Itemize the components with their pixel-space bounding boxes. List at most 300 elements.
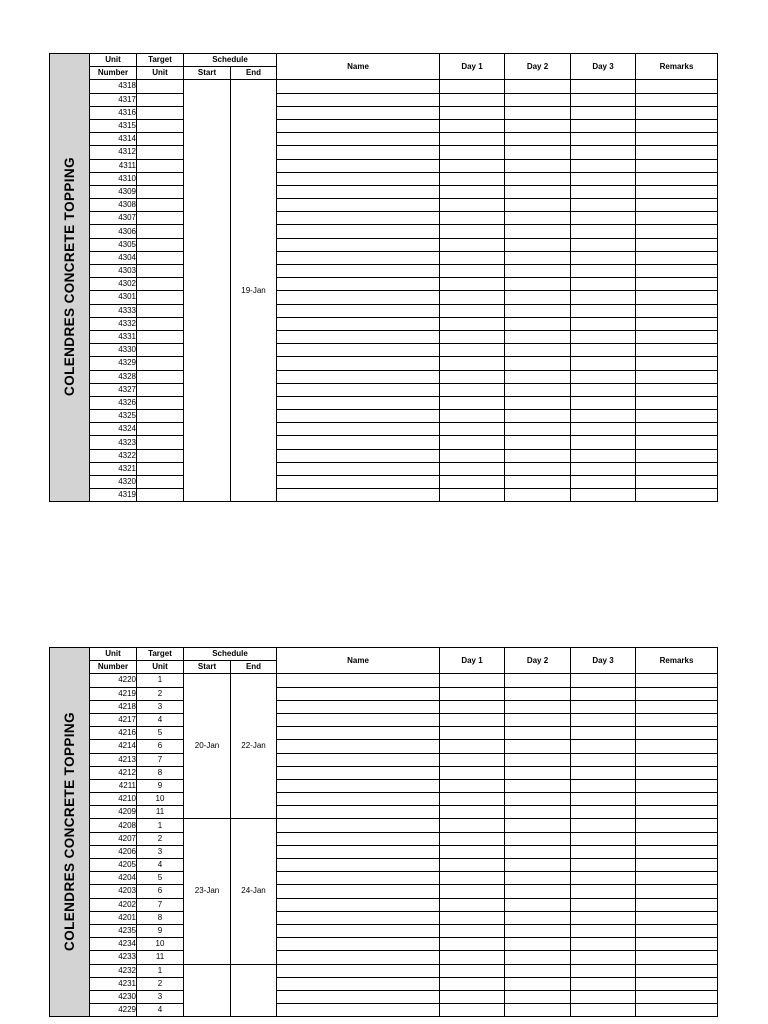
day2-cell xyxy=(505,832,571,845)
day2-cell xyxy=(505,396,571,409)
day1-cell xyxy=(440,806,505,819)
unit-number-cell: 4213 xyxy=(90,753,137,766)
name-cell xyxy=(277,845,440,858)
day1-cell xyxy=(440,476,505,489)
table-row xyxy=(50,330,718,343)
name-cell xyxy=(277,410,440,423)
target-unit-cell xyxy=(137,423,184,436)
day1-cell xyxy=(440,146,505,159)
table-row xyxy=(50,106,718,119)
target-unit-cell: 8 xyxy=(137,911,184,924)
target-unit-cell xyxy=(137,489,184,502)
table-row xyxy=(50,251,718,264)
day1-cell xyxy=(440,674,505,687)
name-cell xyxy=(277,885,440,898)
target-unit-cell: 2 xyxy=(137,832,184,845)
remarks-cell xyxy=(636,251,718,264)
day3-cell xyxy=(571,938,636,951)
table-row xyxy=(50,964,718,977)
vertical-title-cell xyxy=(50,648,90,1017)
day1-cell xyxy=(440,106,505,119)
target-unit-header-line1: Target xyxy=(137,648,184,661)
remarks-cell xyxy=(636,199,718,212)
unit-number-header-line2: Number xyxy=(90,661,137,674)
remarks-cell xyxy=(636,753,718,766)
table-row xyxy=(50,436,718,449)
table-row xyxy=(50,476,718,489)
table-row xyxy=(50,832,718,845)
name-cell xyxy=(277,753,440,766)
name-cell xyxy=(277,1004,440,1017)
name-cell xyxy=(277,133,440,146)
day1-cell xyxy=(440,317,505,330)
table-row xyxy=(50,172,718,185)
day3-cell xyxy=(571,489,636,502)
day2-cell xyxy=(505,93,571,106)
unit-number-cell: 4312 xyxy=(90,146,137,159)
name-cell xyxy=(277,740,440,753)
name-header: Name xyxy=(277,648,440,674)
name-cell xyxy=(277,106,440,119)
remarks-cell xyxy=(636,885,718,898)
table-row xyxy=(50,924,718,937)
remarks-cell xyxy=(636,212,718,225)
unit-number-cell: 4307 xyxy=(90,212,137,225)
target-unit-cell: 4 xyxy=(137,859,184,872)
remarks-cell xyxy=(636,819,718,832)
day3-cell xyxy=(571,845,636,858)
day2-cell xyxy=(505,146,571,159)
target-unit-cell: 9 xyxy=(137,924,184,937)
target-unit-cell xyxy=(137,476,184,489)
name-cell xyxy=(277,159,440,172)
day3-cell xyxy=(571,990,636,1003)
unit-number-cell: 4305 xyxy=(90,238,137,251)
target-unit-cell: 6 xyxy=(137,885,184,898)
day2-cell xyxy=(505,911,571,924)
day3-cell xyxy=(571,133,636,146)
remarks-cell xyxy=(636,951,718,964)
remarks-cell xyxy=(636,740,718,753)
table-row xyxy=(50,977,718,990)
day2-cell xyxy=(505,80,571,93)
target-unit-cell xyxy=(137,410,184,423)
day3-cell xyxy=(571,951,636,964)
unit-number-cell: 4306 xyxy=(90,225,137,238)
day2-cell xyxy=(505,806,571,819)
remarks-cell xyxy=(636,793,718,806)
name-cell xyxy=(277,898,440,911)
day3-cell xyxy=(571,225,636,238)
remarks-cell xyxy=(636,832,718,845)
target-unit-cell: 4 xyxy=(137,1004,184,1017)
day3-cell xyxy=(571,410,636,423)
day2-cell xyxy=(505,449,571,462)
unit-number-header-line2: Number xyxy=(90,67,137,80)
remarks-cell xyxy=(636,674,718,687)
remarks-cell xyxy=(636,265,718,278)
remarks-cell xyxy=(636,330,718,343)
day2-cell xyxy=(505,212,571,225)
day2-cell xyxy=(505,251,571,264)
remarks-cell xyxy=(636,489,718,502)
unit-number-cell: 4333 xyxy=(90,304,137,317)
day1-cell xyxy=(440,766,505,779)
day2-cell xyxy=(505,278,571,291)
table-row xyxy=(50,357,718,370)
day2-cell xyxy=(505,330,571,343)
day2-cell xyxy=(505,106,571,119)
day2-cell xyxy=(505,872,571,885)
target-unit-cell xyxy=(137,185,184,198)
day3-cell xyxy=(571,93,636,106)
unit-number-cell: 4330 xyxy=(90,344,137,357)
name-cell xyxy=(277,713,440,726)
remarks-cell xyxy=(636,845,718,858)
day1-cell xyxy=(440,489,505,502)
target-unit-cell xyxy=(137,159,184,172)
name-cell xyxy=(277,383,440,396)
day1-cell xyxy=(440,119,505,132)
day1-cell xyxy=(440,410,505,423)
remarks-cell xyxy=(636,80,718,93)
unit-number-cell: 4326 xyxy=(90,396,137,409)
day3-cell xyxy=(571,146,636,159)
target-unit-cell xyxy=(137,172,184,185)
unit-number-cell: 4301 xyxy=(90,291,137,304)
day1-cell xyxy=(440,845,505,858)
name-cell xyxy=(277,687,440,700)
day3-cell xyxy=(571,304,636,317)
unit-number-cell: 4310 xyxy=(90,172,137,185)
day1-cell xyxy=(440,251,505,264)
unit-number-cell: 4328 xyxy=(90,370,137,383)
day1-cell xyxy=(440,225,505,238)
target-unit-cell: 7 xyxy=(137,753,184,766)
target-unit-cell: 11 xyxy=(137,806,184,819)
target-unit-cell: 10 xyxy=(137,793,184,806)
table-row xyxy=(50,674,718,687)
day2-cell xyxy=(505,119,571,132)
unit-number-cell: 4329 xyxy=(90,357,137,370)
day3-cell xyxy=(571,396,636,409)
day2-cell xyxy=(505,766,571,779)
table-row xyxy=(50,819,718,832)
name-cell xyxy=(277,304,440,317)
target-unit-cell xyxy=(137,436,184,449)
day3-cell xyxy=(571,291,636,304)
remarks-cell xyxy=(636,238,718,251)
unit-number-cell: 4325 xyxy=(90,410,137,423)
target-unit-cell xyxy=(137,238,184,251)
day3-cell xyxy=(571,687,636,700)
target-unit-cell: 1 xyxy=(137,819,184,832)
day1-cell xyxy=(440,872,505,885)
table-row xyxy=(50,212,718,225)
day2-cell xyxy=(505,238,571,251)
day2-cell xyxy=(505,687,571,700)
name-cell xyxy=(277,700,440,713)
day3-cell xyxy=(571,462,636,475)
remarks-cell xyxy=(636,106,718,119)
name-cell xyxy=(277,938,440,951)
table-row xyxy=(50,489,718,502)
target-unit-cell xyxy=(137,199,184,212)
name-cell xyxy=(277,727,440,740)
unit-number-cell: 4214 xyxy=(90,740,137,753)
name-cell xyxy=(277,238,440,251)
name-cell xyxy=(277,793,440,806)
day3-header: Day 3 xyxy=(571,54,636,80)
target-unit-cell xyxy=(137,146,184,159)
day2-cell xyxy=(505,885,571,898)
day1-cell xyxy=(440,265,505,278)
target-unit-cell: 3 xyxy=(137,700,184,713)
unit-number-cell: 4233 xyxy=(90,951,137,964)
name-cell xyxy=(277,93,440,106)
target-unit-cell: 10 xyxy=(137,938,184,951)
day3-cell xyxy=(571,238,636,251)
unit-number-cell: 4229 xyxy=(90,1004,137,1017)
remarks-cell xyxy=(636,133,718,146)
day3-cell xyxy=(571,317,636,330)
remarks-cell xyxy=(636,383,718,396)
target-unit-cell xyxy=(137,278,184,291)
schedule-header: Schedule xyxy=(184,54,277,67)
day3-cell xyxy=(571,265,636,278)
day2-cell xyxy=(505,199,571,212)
day1-cell xyxy=(440,133,505,146)
schedule-start-cell: 23-Jan xyxy=(184,819,231,964)
remarks-cell xyxy=(636,872,718,885)
day3-header: Day 3 xyxy=(571,648,636,674)
remarks-cell xyxy=(636,278,718,291)
day1-cell xyxy=(440,278,505,291)
day3-cell xyxy=(571,793,636,806)
day3-cell xyxy=(571,727,636,740)
day2-cell xyxy=(505,462,571,475)
target-unit-cell xyxy=(137,291,184,304)
target-unit-cell: 11 xyxy=(137,951,184,964)
remarks-cell xyxy=(636,964,718,977)
day2-cell xyxy=(505,951,571,964)
unit-number-cell: 4304 xyxy=(90,251,137,264)
remarks-cell xyxy=(636,317,718,330)
day3-cell xyxy=(571,964,636,977)
unit-number-cell: 4204 xyxy=(90,872,137,885)
table-row xyxy=(50,951,718,964)
target-unit-cell xyxy=(137,225,184,238)
unit-number-cell: 4207 xyxy=(90,832,137,845)
day1-cell xyxy=(440,990,505,1003)
day1-cell xyxy=(440,199,505,212)
table-row xyxy=(50,793,718,806)
name-cell xyxy=(277,806,440,819)
day1-cell xyxy=(440,819,505,832)
name-cell xyxy=(277,225,440,238)
day1-cell xyxy=(440,185,505,198)
day3-cell xyxy=(571,436,636,449)
day1-header: Day 1 xyxy=(440,648,505,674)
target-unit-cell xyxy=(137,383,184,396)
target-unit-cell: 4 xyxy=(137,713,184,726)
day3-cell xyxy=(571,819,636,832)
table-row xyxy=(50,185,718,198)
target-unit-cell xyxy=(137,344,184,357)
day2-cell xyxy=(505,938,571,951)
name-cell xyxy=(277,199,440,212)
day3-cell xyxy=(571,911,636,924)
remarks-cell xyxy=(636,304,718,317)
target-unit-cell xyxy=(137,396,184,409)
remarks-cell xyxy=(636,396,718,409)
day2-cell xyxy=(505,898,571,911)
remarks-cell xyxy=(636,436,718,449)
name-cell xyxy=(277,278,440,291)
unit-number-header-line1: Unit xyxy=(90,648,137,661)
day3-cell xyxy=(571,779,636,792)
day2-header: Day 2 xyxy=(505,54,571,80)
day3-cell xyxy=(571,872,636,885)
table-row xyxy=(50,225,718,238)
name-cell xyxy=(277,819,440,832)
target-unit-cell xyxy=(137,93,184,106)
day1-cell xyxy=(440,462,505,475)
day1-cell xyxy=(440,449,505,462)
table-row xyxy=(50,396,718,409)
remarks-cell xyxy=(636,185,718,198)
target-unit-cell: 7 xyxy=(137,898,184,911)
table-row xyxy=(50,344,718,357)
remarks-cell xyxy=(636,423,718,436)
name-cell xyxy=(277,911,440,924)
schedule-header: Schedule xyxy=(184,648,277,661)
day1-cell xyxy=(440,396,505,409)
table-row xyxy=(50,462,718,475)
table-row xyxy=(50,898,718,911)
table-row xyxy=(50,727,718,740)
name-cell xyxy=(277,462,440,475)
day1-cell xyxy=(440,436,505,449)
remarks-cell xyxy=(636,766,718,779)
day2-cell xyxy=(505,924,571,937)
name-cell xyxy=(277,977,440,990)
remarks-cell xyxy=(636,727,718,740)
table-row xyxy=(50,938,718,951)
target-unit-cell xyxy=(137,212,184,225)
day2-cell xyxy=(505,476,571,489)
day2-header: Day 2 xyxy=(505,648,571,674)
day2-cell xyxy=(505,423,571,436)
day2-cell xyxy=(505,436,571,449)
unit-number-cell: 4206 xyxy=(90,845,137,858)
table-row xyxy=(50,687,718,700)
target-unit-header-line2: Unit xyxy=(137,661,184,674)
day3-cell xyxy=(571,740,636,753)
unit-number-cell: 4317 xyxy=(90,93,137,106)
day2-cell xyxy=(505,370,571,383)
remarks-cell xyxy=(636,370,718,383)
day1-cell xyxy=(440,212,505,225)
table-row xyxy=(50,238,718,251)
target-unit-cell xyxy=(137,317,184,330)
unit-number-cell: 4311 xyxy=(90,159,137,172)
day3-cell xyxy=(571,172,636,185)
table-row xyxy=(50,423,718,436)
remarks-cell xyxy=(636,990,718,1003)
day2-cell xyxy=(505,225,571,238)
day1-cell xyxy=(440,753,505,766)
unit-number-cell: 4211 xyxy=(90,779,137,792)
day3-cell xyxy=(571,885,636,898)
unit-number-cell: 4218 xyxy=(90,700,137,713)
remarks-cell xyxy=(636,462,718,475)
target-unit-cell: 3 xyxy=(137,845,184,858)
day1-cell xyxy=(440,832,505,845)
start-header: Start xyxy=(184,67,231,80)
day3-cell xyxy=(571,674,636,687)
unit-number-cell: 4332 xyxy=(90,317,137,330)
name-cell xyxy=(277,423,440,436)
day1-cell xyxy=(440,172,505,185)
end-header: End xyxy=(231,661,277,674)
remarks-cell xyxy=(636,225,718,238)
table-row xyxy=(50,700,718,713)
remarks-cell xyxy=(636,410,718,423)
day2-cell xyxy=(505,819,571,832)
remarks-cell xyxy=(636,449,718,462)
day2-cell xyxy=(505,977,571,990)
unit-number-cell: 4321 xyxy=(90,462,137,475)
unit-number-cell: 4309 xyxy=(90,185,137,198)
unit-number-cell: 4205 xyxy=(90,859,137,872)
name-cell xyxy=(277,172,440,185)
day1-cell xyxy=(440,898,505,911)
target-unit-cell xyxy=(137,106,184,119)
day3-cell xyxy=(571,449,636,462)
day3-cell xyxy=(571,476,636,489)
unit-number-cell: 4210 xyxy=(90,793,137,806)
day3-cell xyxy=(571,159,636,172)
name-cell xyxy=(277,370,440,383)
day1-cell xyxy=(440,383,505,396)
day3-cell xyxy=(571,119,636,132)
table-row xyxy=(50,119,718,132)
start-header: Start xyxy=(184,661,231,674)
day3-cell xyxy=(571,859,636,872)
unit-number-cell: 4202 xyxy=(90,898,137,911)
target-unit-cell: 1 xyxy=(137,964,184,977)
name-cell xyxy=(277,357,440,370)
target-unit-cell xyxy=(137,449,184,462)
target-unit-cell: 9 xyxy=(137,779,184,792)
day2-cell xyxy=(505,700,571,713)
remarks-cell xyxy=(636,1004,718,1017)
day1-cell xyxy=(440,304,505,317)
day3-cell xyxy=(571,832,636,845)
remarks-cell xyxy=(636,344,718,357)
table-row xyxy=(50,159,718,172)
day3-cell xyxy=(571,924,636,937)
unit-number-cell: 4201 xyxy=(90,911,137,924)
day2-cell xyxy=(505,964,571,977)
unit-number-cell: 4230 xyxy=(90,990,137,1003)
unit-number-cell: 4235 xyxy=(90,924,137,937)
name-cell xyxy=(277,146,440,159)
day1-cell xyxy=(440,911,505,924)
day1-cell xyxy=(440,357,505,370)
day3-cell xyxy=(571,199,636,212)
